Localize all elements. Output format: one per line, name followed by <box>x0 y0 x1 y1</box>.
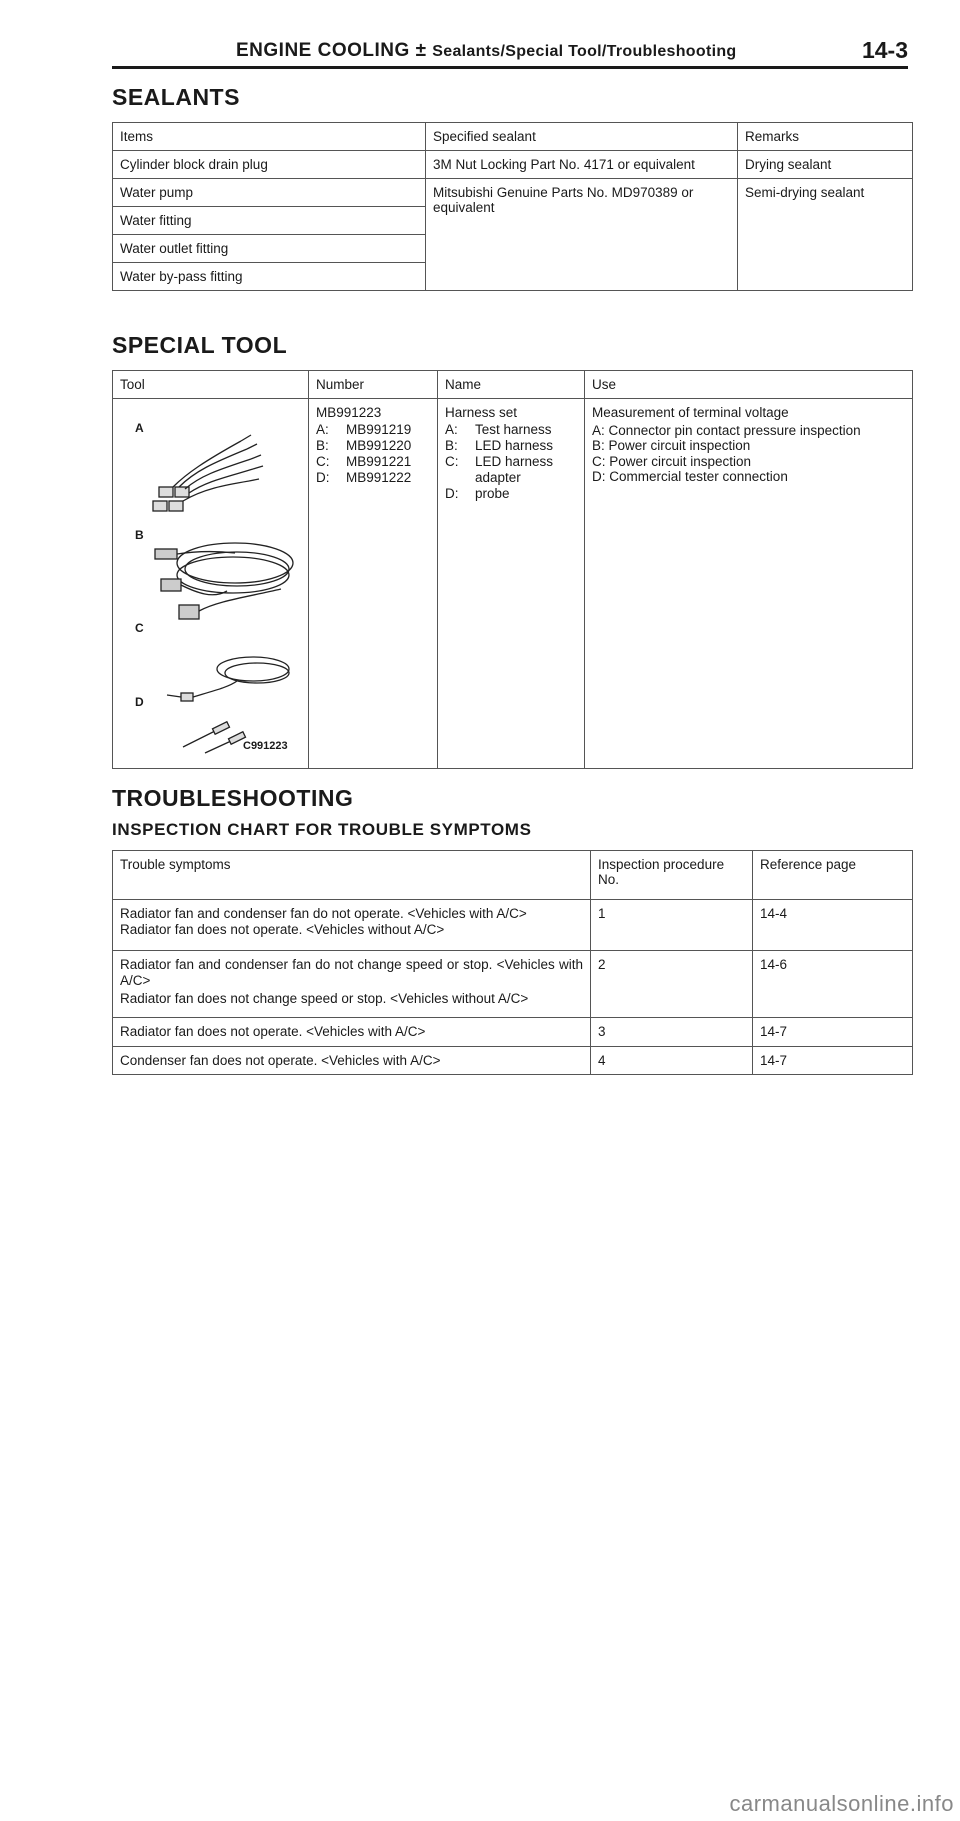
symptoms-cell <box>113 1018 591 1047</box>
symptom-line: Radiator fan does not operate. <Vehicles without A/C> <box>120 921 445 937</box>
name-key: B: <box>445 437 458 453</box>
list-item <box>316 454 411 470</box>
special-tool-heading: SPECIAL TOOL <box>112 332 288 358</box>
illustration-caption: C991223 <box>243 740 288 752</box>
col-header: Use <box>585 371 913 399</box>
symptom-line: Radiator fan and condenser fan do not operate. <Vehicles with A/C> <box>120 906 527 921</box>
name-value: LED harness <box>475 437 554 453</box>
col-header: Reference page <box>753 851 913 900</box>
list-item <box>445 486 571 502</box>
reference-page-cell: 14-7 <box>753 1046 913 1075</box>
table-row <box>113 399 913 769</box>
name-value: Test harness <box>475 421 552 437</box>
list-item <box>316 470 411 486</box>
troubleshooting-heading: TROUBLESHOOTING <box>112 785 354 811</box>
name-value: LED harness adapter <box>475 453 554 485</box>
special-tool-header-row <box>113 371 913 399</box>
number-value: MB991222 <box>346 469 412 485</box>
harness-set-illustration <box>117 401 303 756</box>
illustration-label-a: A <box>135 421 144 435</box>
item-cell: Cylinder block drain plug <box>113 151 426 179</box>
tool-number-list <box>316 422 411 486</box>
list-item <box>316 438 411 454</box>
item-cell: Water outlet fitting <box>113 235 426 263</box>
footer-watermark[interactable]: carmanualsonline.info <box>729 1791 954 1816</box>
sealant-cell: Mitsubishi Genuine Parts No. MD970389 or equivalent <box>426 179 738 291</box>
symptoms-cell <box>113 951 591 1018</box>
col-header: Remarks <box>738 123 913 151</box>
item-cell: Water pump <box>113 179 426 207</box>
reference-page-cell: 14-7 <box>753 1018 913 1047</box>
remarks-cell: Drying sealant <box>738 151 913 179</box>
procedure-cell: 2 <box>591 951 753 1018</box>
use-item: A: Connector pin contact pressure inspection <box>592 422 861 438</box>
illustration-label-d: D <box>135 695 144 709</box>
list-item <box>445 454 571 486</box>
number-cell <box>309 399 438 769</box>
tool-illustration-cell <box>113 399 309 769</box>
use-item: C: Power circuit inspection <box>592 453 752 469</box>
sealant-cell: 3M Nut Locking Part No. 4171 or equivalent <box>426 151 738 179</box>
name-value: probe <box>475 485 510 501</box>
remarks-cell: Semi-drying sealant <box>738 179 913 291</box>
col-header: Trouble symptoms <box>113 851 591 900</box>
reference-page-cell: 14-6 <box>753 951 913 1018</box>
name-key: A: <box>445 421 458 437</box>
list-item <box>445 422 571 438</box>
col-header: Tool <box>113 371 309 399</box>
reference-page-cell: 14-4 <box>753 900 913 951</box>
tool-number: MB991223 <box>316 405 382 420</box>
tool-name: Harness set <box>445 405 518 420</box>
procedure-cell: 4 <box>591 1046 753 1075</box>
col-header: Number <box>309 371 438 399</box>
number-value: MB991220 <box>346 437 412 453</box>
illustration-label-b: B <box>135 528 144 542</box>
sealants-header-row <box>113 123 913 151</box>
col-header: Inspection procedure No. <box>591 851 753 900</box>
name-key: D: <box>445 485 459 501</box>
number-key: A: <box>316 421 329 437</box>
illustration-label-c: C <box>135 621 144 635</box>
list-item <box>316 422 411 438</box>
inspection-header-row <box>113 851 913 900</box>
col-header: Specified sealant <box>426 123 738 151</box>
special-tool-table <box>112 370 913 769</box>
use-item: D: Commercial tester connection <box>592 469 788 484</box>
tool-use: Measurement of terminal voltage <box>592 405 789 420</box>
procedure-cell: 1 <box>591 900 753 951</box>
number-key: B: <box>316 437 329 453</box>
symptom-line: Radiator fan and condenser fan do not change speed or stop. <Vehicles with A/C> <box>120 957 583 988</box>
col-header: Name <box>438 371 585 399</box>
sealants-heading: SEALANTS <box>112 84 240 110</box>
col-header: Items <box>113 123 426 151</box>
inspection-chart-table <box>112 850 913 1075</box>
item-cell: Water fitting <box>113 207 426 235</box>
sealants-table <box>112 122 913 291</box>
number-value: MB991221 <box>346 453 412 469</box>
header-separator: ± <box>415 40 427 61</box>
table-row <box>113 951 913 1018</box>
harness-set-drawing <box>117 401 303 756</box>
table-row <box>113 900 913 951</box>
table-row <box>113 1018 913 1047</box>
page-header <box>112 37 908 69</box>
symptom-line: Condenser fan does not operate. <Vehicles with A/C> <box>120 1052 441 1068</box>
inspection-chart-heading: INSPECTION CHART FOR TROUBLE SYMPTOMS <box>112 820 532 839</box>
item-cell: Water by-pass fitting <box>113 263 426 291</box>
symptom-line: Radiator fan does not change speed or stop. <Vehicles without A/C> <box>120 991 529 1006</box>
number-value: MB991219 <box>346 421 412 437</box>
section-title: ENGINE COOLING <box>236 40 410 61</box>
number-key: D: <box>316 469 330 485</box>
page-number: 14-3 <box>861 37 908 63</box>
symptom-line: Radiator fan does not operate. <Vehicles with A/C> <box>120 1024 426 1039</box>
tool-name-list <box>445 422 571 502</box>
symptoms-cell <box>113 1046 591 1075</box>
header-subtitle: Sealants/Special Tool/Troubleshooting <box>432 43 737 60</box>
use-cell <box>585 399 913 769</box>
table-row <box>113 1046 913 1075</box>
header-title <box>236 40 736 62</box>
table-row <box>113 179 913 207</box>
name-cell <box>438 399 585 769</box>
name-key: C: <box>445 453 459 469</box>
use-item: B: Power circuit inspection <box>592 438 751 453</box>
symptoms-cell <box>113 900 591 951</box>
procedure-cell: 3 <box>591 1018 753 1047</box>
list-item <box>445 438 571 454</box>
number-key: C: <box>316 453 330 469</box>
table-row <box>113 151 913 179</box>
